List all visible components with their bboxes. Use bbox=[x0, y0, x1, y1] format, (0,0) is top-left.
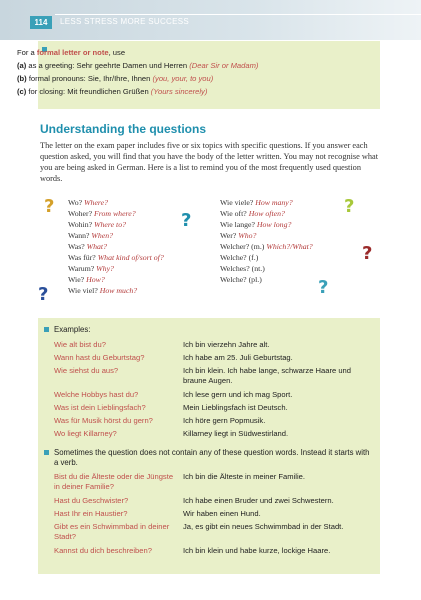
page-number: 114 bbox=[30, 16, 52, 29]
example-answer: Mein Lieblingsfach ist Deutsch. bbox=[183, 403, 288, 412]
example-answer: Ich höre gern Popmusik. bbox=[183, 416, 266, 425]
question-mark-icon: ? bbox=[318, 277, 329, 298]
example-question: Was für Musik hörst du gern? bbox=[54, 416, 153, 425]
question-word: Wie? How? bbox=[68, 275, 105, 284]
question-word: Was? What? bbox=[68, 242, 107, 251]
verb-question: Bist du die Älteste oder die Jüngste in deiner Familie? bbox=[54, 472, 174, 491]
verb-question: Gibt es ein Schwimmbad in deiner Stadt? bbox=[54, 522, 170, 541]
example-question: Wie alt bist du? bbox=[54, 340, 106, 349]
example-question: Wo liegt Killarney? bbox=[54, 429, 117, 438]
header-rule bbox=[55, 14, 421, 15]
example-answer: Killarney liegt in Südwestirland. bbox=[183, 429, 289, 438]
verb-answer: Ich bin die Älteste in meiner Familie. bbox=[183, 472, 305, 481]
example-answer: Ich lese gern und ich mag Sport. bbox=[183, 390, 293, 399]
question-word: Was für? What kind of/sort of? bbox=[68, 253, 164, 262]
question-word: Wo? Where? bbox=[68, 198, 109, 207]
formal-item-b: (b) formal pronouns: Sie, Ihr/Ihre, Ihnen (you, your, to you) bbox=[17, 74, 214, 83]
question-word: Warum? Why? bbox=[68, 264, 114, 273]
bullet-icon bbox=[44, 327, 49, 332]
verb-answer: Ich bin klein und habe kurze, lockige Haare. bbox=[183, 546, 331, 555]
formal-item-c: (c) for closing: Mit freundlichen Grüßen (Yours sincerely) bbox=[17, 87, 208, 96]
question-word: Wann? When? bbox=[68, 231, 114, 240]
question-word: Wer? Who? bbox=[220, 231, 257, 240]
question-mark-icon: ? bbox=[38, 284, 49, 305]
verb-answer: Ja, es gibt ein neues Schwimmbad in der Stadt. bbox=[183, 522, 344, 531]
example-answer: Ich habe am 25. Juli Geburtstag. bbox=[183, 353, 293, 362]
example-answer: Ich bin klein. Ich habe lange, schwarze Haare und braune Augen. bbox=[183, 366, 352, 385]
verb-question: Hast du Geschwister? bbox=[54, 496, 129, 505]
verb-question: Kannst du dich beschreiben? bbox=[54, 546, 152, 555]
verb-question-note: Sometimes the question does not contain any of these question words. Instead it starts with a verb. bbox=[54, 448, 370, 467]
question-word: Wie oft? How often? bbox=[220, 209, 285, 218]
verb-answer: Wir haben einen Hund. bbox=[183, 509, 261, 518]
example-question: Welche Hobbys hast du? bbox=[54, 390, 139, 399]
example-question: Was ist dein Lieblingsfach? bbox=[54, 403, 146, 412]
question-mark-icon: ? bbox=[362, 243, 373, 264]
formal-item-a: (a) as a greeting: Sehr geehrte Damen und Herren (Dear Sir or Madam) bbox=[17, 61, 259, 70]
examples-title: Examples: bbox=[54, 325, 91, 334]
question-word: Welches? (nt.) bbox=[220, 264, 265, 273]
question-word: Wie viele? How many? bbox=[220, 198, 293, 207]
question-word: Wohin? Where to? bbox=[68, 220, 126, 229]
question-word: Wie lange? How long? bbox=[220, 220, 292, 229]
question-word: Woher? From where? bbox=[68, 209, 136, 218]
question-words-right bbox=[220, 197, 313, 285]
question-word: Welcher? (m.) Which?/What? bbox=[220, 242, 313, 251]
example-question: Wie siehst du aus? bbox=[54, 366, 119, 375]
running-title: LESS STRESS MORE SUCCESS bbox=[60, 17, 190, 26]
bullet-icon bbox=[44, 450, 49, 455]
formal-intro: For a formal letter or note, use bbox=[17, 48, 126, 57]
verb-question: Hast Ihr ein Haustier? bbox=[54, 509, 128, 518]
example-question: Wann hast du Geburtstag? bbox=[54, 353, 145, 362]
question-word: Wie viel? How much? bbox=[68, 286, 138, 295]
section-title: Understanding the questions bbox=[40, 122, 207, 136]
verb-answer: Ich habe einen Bruder und zwei Schwestern. bbox=[183, 496, 334, 505]
intro-paragraph: The letter on the exam paper includes five or six topics with specific questions. If you answer each question asked, you will find that you have the body of the letter written. You may not recognise what you are being asked in German. Here is a list to remind you of the most frequently used question words. bbox=[40, 141, 379, 183]
question-mark-icon: ? bbox=[44, 196, 55, 217]
question-mark-icon: ? bbox=[181, 210, 192, 231]
question-mark-icon: ? bbox=[344, 196, 355, 217]
question-word: Welche? (pl.) bbox=[220, 275, 262, 284]
question-word: Welche? (f.) bbox=[220, 253, 259, 262]
example-answer: Ich bin vierzehn Jahre alt. bbox=[183, 340, 270, 349]
question-words-left bbox=[68, 197, 164, 296]
